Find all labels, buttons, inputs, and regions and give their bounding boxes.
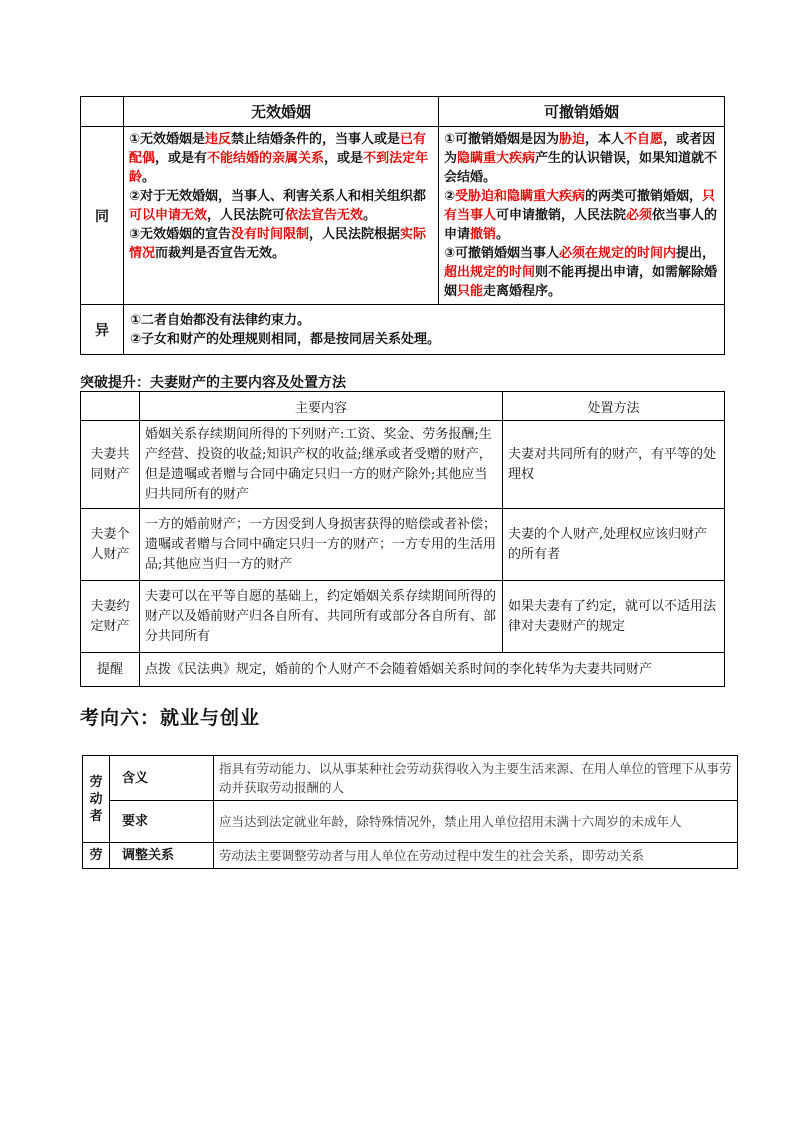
table-row (81, 581, 725, 653)
body-text: ，人民法院可 (207, 208, 286, 223)
rich-paragraph (444, 187, 719, 244)
rich-paragraph (444, 244, 719, 301)
property-heading: 突破提升：夫妻财产的主要内容及处置方法 (80, 375, 346, 391)
row-method: 如果夫妻有了约定，就可以不适用法律对夫妻财产的规定 (503, 581, 725, 653)
body-text: 。 (142, 170, 156, 185)
same-row (81, 127, 725, 305)
highlight-text: 隐瞒重大疾病 (457, 151, 536, 166)
row-content: 夫妻可以在平等自愿的基础上，约定婚姻关系存续期间所得的财产以及婚前财产归各自所有、共同所有或部分各自所有、部分共同所有 (140, 581, 503, 653)
body-text: ② (444, 189, 456, 204)
same-label: 同 (81, 127, 124, 305)
body-text: 禁止结婚条件的，当事人或是 (231, 132, 401, 147)
diff-line: ①二者自始都没有法律约束力。 (130, 312, 311, 328)
row-label: 夫妻共同财产 (81, 421, 140, 509)
table-row (83, 756, 738, 801)
adjust-text: 劳动法主要调整劳动者与用人单位在劳动过程中发生的社会关系，即劳动关系 (214, 843, 738, 869)
body-text: ③可撤销婚姻当事人 (444, 246, 560, 261)
highlight-text: 违反 (205, 132, 232, 147)
highlight-text: 不自愿 (624, 132, 664, 147)
table-row (81, 509, 725, 581)
header-main-content: 主要内容 (140, 392, 503, 421)
row-content: 一方的婚前财产；一方因受到人身损害获得的赔偿或者补偿；遗嘱或者赠与合同中确定只归一方的财产；一方专用的生活用品;其他应当归一方的财产 (140, 509, 503, 581)
highlight-text: 超出规定的时间 (444, 265, 536, 280)
revocable-marriage-cell (439, 127, 725, 305)
table-row (83, 801, 738, 843)
reminder-row (81, 653, 725, 687)
header-revocable-marriage: 可撤销婚姻 (439, 97, 725, 127)
row-content: 婚姻关系存续期间所得的下列财产:工资、奖金、劳务报酬;生产经营、投资的收益;知识产权的收益;继承或者受赠的财产，但是遗嘱或者赠与合同中确定只归一方的财产除外;其他应当归共同所有的财产 (140, 421, 503, 509)
rich-paragraph (129, 225, 433, 263)
invalid-marriage-cell (124, 127, 439, 305)
body-text: ，人民法院根据 (309, 227, 401, 242)
labor-table (82, 755, 738, 869)
highlight-text: 没有时间限制 (231, 227, 310, 242)
diff-cell (124, 305, 725, 355)
corner-cell (81, 392, 140, 421)
row-label: 夫妻个人财产 (81, 509, 140, 581)
highlight-text: 只有当事人 (444, 189, 716, 223)
highlight-text: 不到法定年龄 (129, 151, 429, 185)
body-text: 。 (496, 227, 510, 242)
highlight-text: 撤销 (470, 227, 497, 242)
meaning-label: 含义 (110, 756, 214, 801)
row-method: 夫妻的个人财产,处理权应该归财产的所有者 (503, 509, 725, 581)
marriage-comparison-table (80, 96, 725, 355)
table-row (81, 421, 725, 509)
diff-line: ②子女和财产的处理规则相同，都是按同居关系处理。 (130, 331, 441, 347)
highlight-text: 依法宣告无效 (285, 208, 364, 223)
highlight-text: 已有配偶 (129, 132, 427, 166)
body-text: 可申请撤销，人民法院 (496, 208, 627, 223)
requirement-label: 要求 (110, 801, 214, 843)
rich-paragraph (129, 130, 433, 187)
rich-paragraph (129, 187, 433, 225)
meaning-text: 指具有劳动能力、以从事某种社会劳动获得收入为主要生活来源、在用人单位的管理下从事劳动并获取劳动报酬的人 (214, 756, 738, 801)
body-text: ③无效婚姻的宣告 (129, 227, 232, 242)
header-method: 处置方法 (503, 392, 725, 421)
diff-label: 异 (81, 305, 124, 355)
body-text: ①可撤销婚姻是因为 (444, 132, 560, 147)
body-text: 依当事人的申请 (444, 208, 718, 242)
body-text: ，或者因为 (444, 132, 716, 166)
body-text: 的两类可撤销婚姻， (585, 189, 703, 204)
highlight-text: 胁迫 (559, 132, 586, 147)
highlight-text: 不能结婚的亲属关系 (207, 151, 325, 166)
body-text: ，或是 (324, 151, 364, 166)
highlight-text: 只能 (457, 284, 484, 299)
highlight-text: 实际情况 (129, 227, 427, 261)
reminder-text: 点拨《民法典》规定，婚前的个人财产不会随着婚姻关系时间的李化转华为夫妻共同财产 (140, 653, 725, 687)
header-invalid-marriage: 无效婚姻 (124, 97, 439, 127)
reminder-label: 提醒 (81, 653, 140, 687)
body-text: ②对于无效婚姻，当事人、利害关系人和相关组织都 (129, 189, 427, 204)
employment-heading: 考向六：就业与创业 (80, 707, 261, 729)
body-text: ，或是有 (155, 151, 208, 166)
table-row (83, 843, 738, 869)
body-text: 产生的认识错误，如果知道就不会结婚。 (444, 151, 718, 185)
requirement-text: 应当达到法定就业年龄，除特殊情况外，禁止用人单位招用未满十六周岁的未成年人 (214, 801, 738, 843)
labor-law-label: 劳 (83, 843, 110, 869)
highlight-text: 必须在规定的时间内 (559, 246, 677, 261)
table-header-row (81, 97, 725, 127)
body-text: 提出， (676, 246, 716, 261)
body-text: 。 (363, 208, 377, 223)
body-text: 而裁判是否宣告无效。 (155, 246, 286, 261)
body-text: 走离婚程序。 (483, 284, 562, 299)
row-method: 夫妻对共同所有的财产，有平等的处理权 (503, 421, 725, 509)
body-text: ，本人 (585, 132, 625, 147)
table-header-row (81, 392, 725, 421)
row-label: 夫妻约定财产 (81, 581, 140, 653)
diff-row (81, 305, 725, 355)
adjust-label: 调整关系 (110, 843, 214, 869)
highlight-text: 可以申请无效 (129, 208, 208, 223)
worker-label: 劳动者 (83, 756, 110, 843)
body-text: 则不能再提出申请，如需解除婚姻 (444, 265, 718, 299)
property-table (80, 391, 725, 687)
highlight-text: 必须 (626, 208, 653, 223)
rich-paragraph (444, 130, 719, 187)
body-text: ①无效婚姻是 (129, 132, 206, 147)
corner-cell (81, 97, 124, 127)
highlight-text: 受胁迫和隐瞒重大疾病 (455, 189, 586, 204)
